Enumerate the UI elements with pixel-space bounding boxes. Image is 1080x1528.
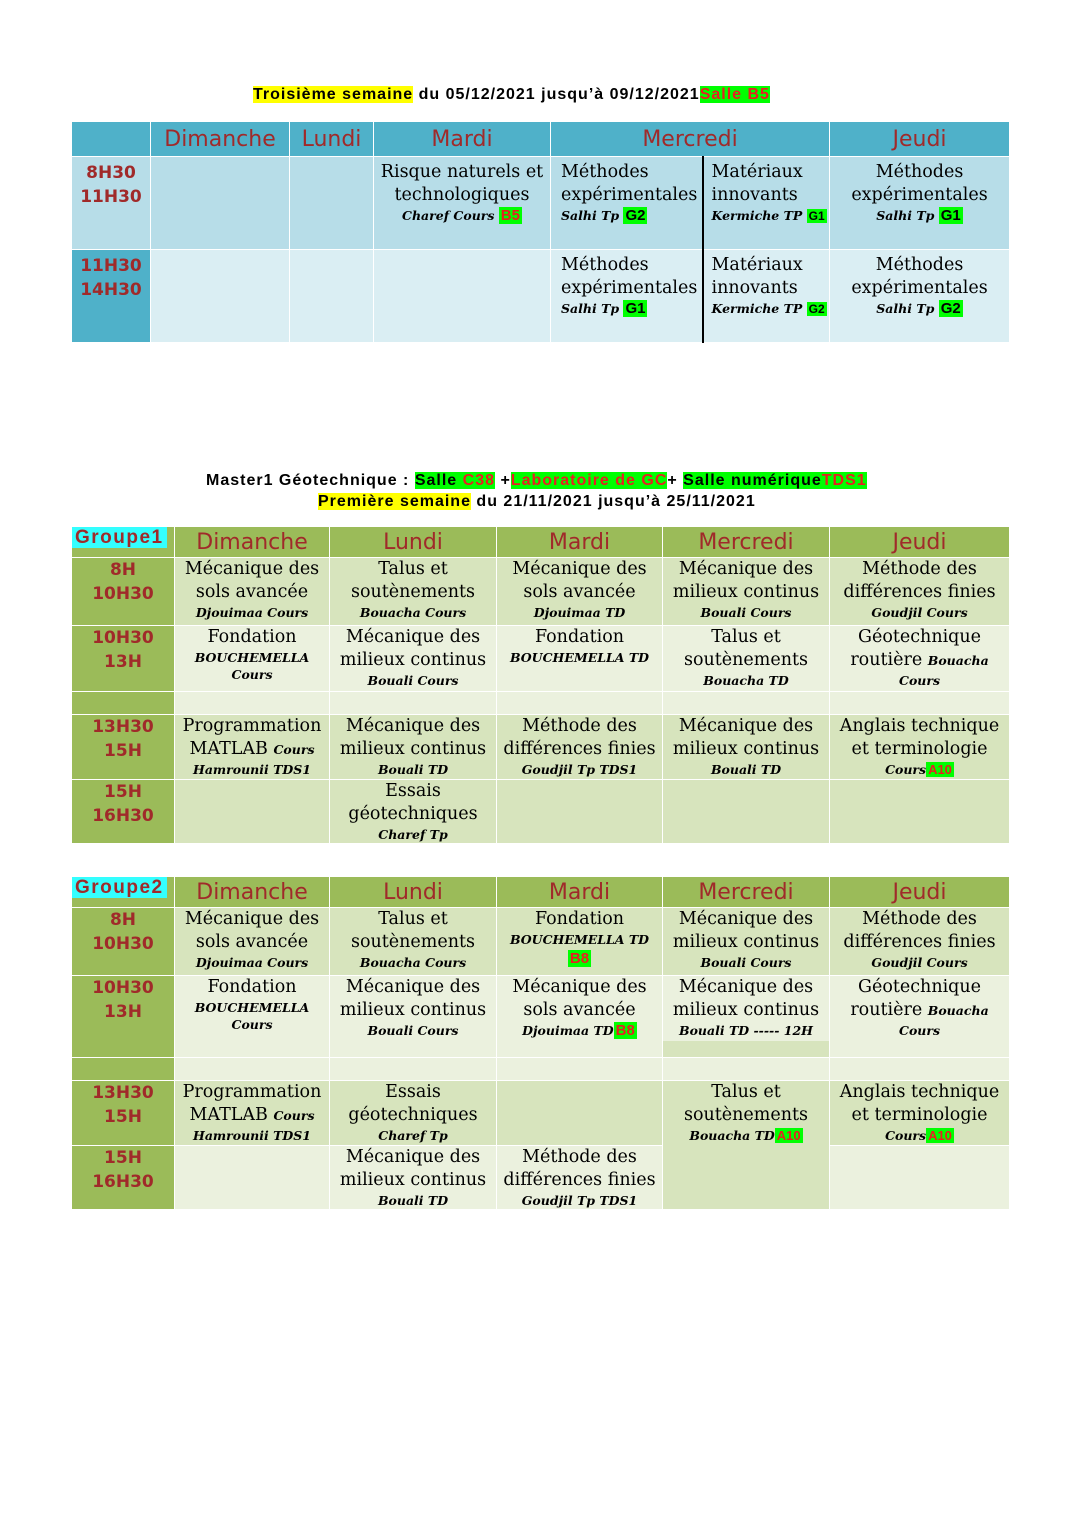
course-cell: Essais géotechniques Charef Tp: [330, 1081, 497, 1146]
group-badge: G1: [808, 209, 825, 223]
course-cell: Mécanique des milieux continus Bouali TD: [330, 1146, 497, 1210]
week3-title: [253, 86, 770, 104]
master-title-line1: Master1 Géotechnique : Salle C38 +Laboratoire de GC+ Salle numériqueTDS1: [206, 472, 867, 489]
week3-day-jeudi: Jeudi: [830, 122, 1010, 157]
week3-title-dates: du 05/12/2021 jusqu’à 09/12/2021: [413, 86, 700, 103]
week3-cell-mercredi-b: Matériaux innovants Kermiche TP G1: [703, 157, 830, 250]
group-badge: G1: [625, 300, 646, 317]
course-cell: Mécanique des milieux continus Bouali Cours: [663, 908, 830, 976]
group-badge: G2: [625, 207, 646, 224]
course-cell: Fondation BOUCHEMELLA TD B8: [497, 908, 663, 976]
room-badge: A10: [928, 762, 952, 777]
week3-header-row: [72, 122, 1010, 157]
course-cell: Mécanique des milieux continus Bouali TD: [330, 715, 497, 780]
group-badge: G1: [940, 207, 961, 224]
course-cell: Mécanique des sols avancée Djouimaa TD B8: [497, 976, 663, 1058]
group1-row-2: [72, 626, 1010, 692]
group1-row-3: [72, 715, 1010, 780]
week3-cell-jeudi: Méthodes expérimentales Salhi Tp G1: [830, 157, 1010, 250]
room-badge: B8: [569, 950, 590, 967]
room-badge: A10: [928, 1128, 952, 1143]
course-cell: Géotechnique routière Bouacha Cours: [830, 976, 1010, 1058]
week3-day-mardi: Mardi: [374, 122, 551, 157]
course-cell: Mécanique des milieux continus Bouali Cours: [330, 626, 497, 692]
week3-day-lundi: Lundi: [290, 122, 374, 157]
course-cell: Mécanique des milieux continus Bouali Cours: [663, 558, 830, 626]
time-cell: 10H30 13H: [72, 626, 175, 692]
week3-row-2: [72, 250, 1010, 343]
course-cell: Mécanique des milieux continus Bouali TD ----- 12H: [663, 976, 830, 1058]
week3-cell-mercredi-a: Méthodes expérimentales Salhi Tp G2: [551, 157, 703, 250]
course-cell: Fondation BOUCHEMELLA Cours: [175, 976, 330, 1058]
group2-row-2: [72, 976, 1010, 1058]
room-badge: A10: [776, 1128, 801, 1143]
week3-cell-mardi: Risque naturels et technologiques Charef Cours B5: [374, 157, 551, 250]
course-cell: Talus et soutènements Bouacha TD A10: [663, 1081, 830, 1210]
time-cell: 8H 10H30: [72, 908, 175, 976]
course-cell: Mécanique des milieux continus Bouali TD: [663, 715, 830, 780]
group2-row-1: [72, 908, 1010, 976]
room-badge: B5: [500, 207, 520, 224]
course-cell: Méthode des différences finies Goudjil Tp TDS1: [497, 715, 663, 780]
group1-label: Groupe1: [72, 527, 167, 548]
course-cell: Anglais technique et terminologie Cours A10: [830, 715, 1010, 780]
time-cell: 8H 10H30: [72, 558, 175, 626]
course-cell: Mécanique des sols avancée Djouimaa Cours: [175, 908, 330, 976]
course-cell: [497, 1081, 663, 1146]
week3-cell-jeudi: Méthodes expérimentales Salhi Tp G2: [830, 250, 1010, 343]
course-cell: Fondation BOUCHEMELLA Cours: [175, 626, 330, 692]
week3-cell-mercredi-a: Méthodes expérimentales Salhi Tp G1: [551, 250, 703, 343]
week3-timetable: [71, 121, 1010, 343]
time-cell: 15H 16H30: [72, 1146, 175, 1210]
time-cell: 13H30 15H: [72, 1081, 175, 1146]
group1-timetable: Groupe1 Dimanche Lundi Mardi Mercredi Jeudi 8H 10H30 Mécanique des sols avancée Djouimaa Cours Talus et soutènements Bouacha Cours Mécanique des sols avancée Djouimaa TD Mécanique des milieux continus Bouali Cours Méthode des différences finies Goudjil Cours 10H30 13H Fondation BOUCHEMELLA Cours Mécanique des milieux continus Bouali Cours Fondation BOUCHEMELLA TD Talus et soutènements Bouacha TD Géotechnique routière Bouacha Cours 13H30 15H Programmation MATLAB Cours Hamrounii TDS1 Mécanique des milieux continus Bouali TD Méthode des différences finies Goudjil Tp TDS1 Mécanique des milieux continus Bouali TD Anglais technique et terminologie Cours A10 15H 16H30 Essais géotechniques Charef Tp: [71, 526, 1010, 844]
week3-time-cell: 8H30 11H30: [72, 157, 151, 250]
week3-row-1: [72, 157, 1010, 250]
group1-row-4: [72, 780, 1010, 844]
week3-title-week: Troisième semaine: [253, 86, 414, 103]
course-cell: Méthode des différences finies Goudjil Cours: [830, 908, 1010, 976]
week3-title-room: Salle B5: [699, 86, 770, 103]
course-cell: Mécanique des milieux continus Bouali Cours: [330, 976, 497, 1058]
course-cell: Anglais technique et terminologie Cours A10: [830, 1081, 1010, 1146]
group2-timetable: Groupe2 Dimanche Lundi Mardi Mercredi Jeudi 8H 10H30 Mécanique des sols avancée Djouimaa Cours Talus et soutènements Bouacha Cours Fondation BOUCHEMELLA TD B8 Mécanique des milieux continus Bouali Cours Méthode des différences finies Goudjil Cours 10H30 13H Fondation BOUCHEMELLA Cours Mécanique des milieux continus Bouali Cours Mécanique des sols avancée Djouimaa TD B8 Mécanique des milieux continus Bouali TD ----- 12H Géotechnique routière Bouacha Cours 13H30 15H Programmation MATLAB Cours Hamrounii TDS1 Essais géotechniques Charef Tp Talus et soutènements Bouacha TD A10 Anglais technique et terminologie Cours A10 15H 16H30 Mécanique des milieux continus Bouali TD Méthode des différences finies Goudjil Tp TDS1: [71, 876, 1010, 1210]
course-cell: Géotechnique routière Bouacha Cours: [830, 626, 1010, 692]
course-cell: Mécanique des sols avancée Djouimaa TD: [497, 558, 663, 626]
week3-day-dimanche: Dimanche: [151, 122, 290, 157]
course-cell: Essais géotechniques Charef Tp: [330, 780, 497, 844]
group2-row-4: [72, 1146, 1010, 1210]
course-cell: Programmation MATLAB Cours Hamrounii TDS1: [175, 1081, 330, 1146]
room-badge: B8: [615, 1022, 635, 1039]
course-cell: Mécanique des sols avancée Djouimaa Cours: [175, 558, 330, 626]
course-cell: Talus et soutènements Bouacha Cours: [330, 558, 497, 626]
group2-row-3: [72, 1081, 1010, 1146]
group-badge: G2: [940, 300, 961, 317]
course-cell: Talus et soutènements Bouacha TD: [663, 626, 830, 692]
time-cell: 10H30 13H: [72, 976, 175, 1058]
course-cell: Programmation MATLAB Cours Hamrounii TDS1: [175, 715, 330, 780]
week3-day-mercredi: Mercredi: [551, 122, 830, 157]
course-cell: Méthode des différences finies Goudjil Tp TDS1: [497, 1146, 663, 1210]
group-badge: G2: [808, 302, 825, 316]
course-cell: Fondation BOUCHEMELLA TD: [497, 626, 663, 692]
time-cell: 13H30 15H: [72, 715, 175, 780]
group2-label: Groupe2: [72, 877, 167, 898]
course-cell: Talus et soutènements Bouacha Cours: [330, 908, 497, 976]
week3-cell-mercredi-b: Matériaux innovants Kermiche TP G2: [703, 250, 830, 343]
course-cell: Méthode des différences finies Goudjil Cours: [830, 558, 1010, 626]
week3-time-cell: 11H30 14H30: [72, 250, 151, 343]
group1-row-1: [72, 558, 1010, 626]
time-cell: 15H 16H30: [72, 780, 175, 844]
master-title-line2: Première semaine du 21/11/2021 jusqu’à 25/11/2021: [318, 493, 756, 510]
